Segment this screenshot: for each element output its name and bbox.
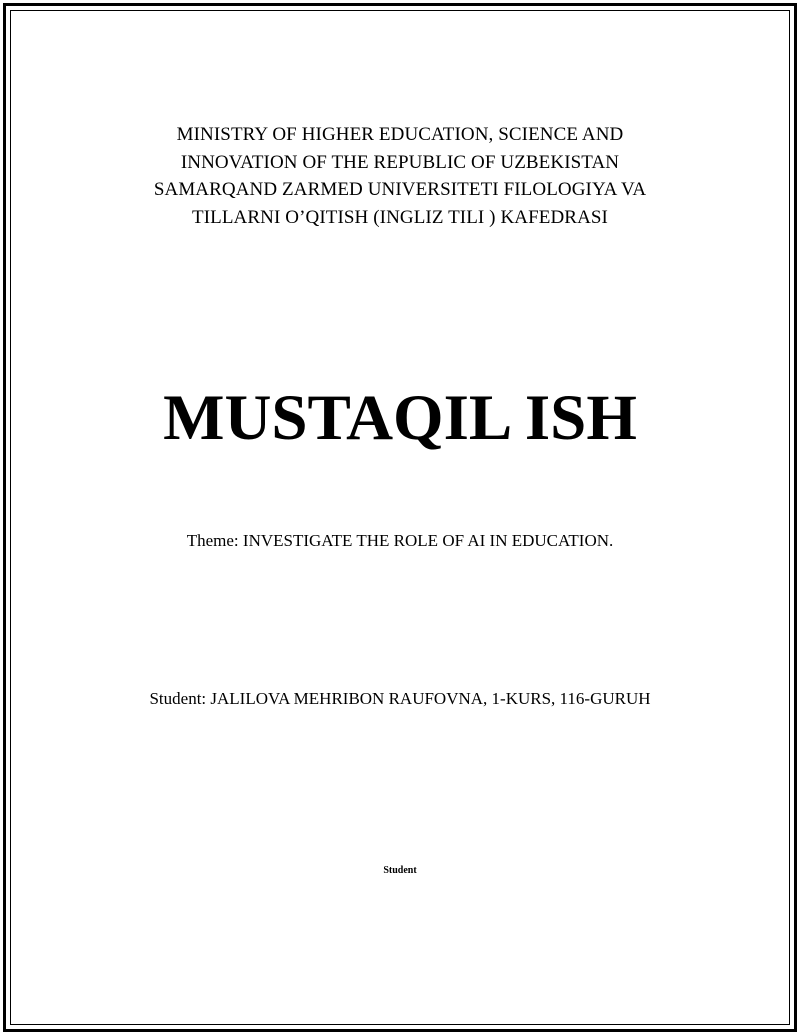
header-line: TILLARNI O’QITISH (INGLIZ TILI ) KAFEDRASI (192, 206, 608, 228)
header-line: INNOVATION OF THE REPUBLIC OF UZBEKISTAN (180, 151, 620, 173)
header-line: SAMARQAND ZARMED UNIVERSITETI FILOLOGIYA VA (153, 179, 647, 200)
student-info: Student: JALILOVA MEHRIBON RAUFOVNA, 1-KURS, 116-GURUH (149, 689, 651, 708)
document-title: MUSTAQIL ISH (163, 382, 637, 454)
student-footer-label: Student (383, 865, 417, 876)
institution-header (0, 121, 800, 231)
theme-line: Theme: INVESTIGATE THE ROLE OF AI IN EDUCATION. (186, 531, 614, 550)
header-line: MINISTRY OF HIGHER EDUCATION, SCIENCE AND (176, 124, 624, 145)
